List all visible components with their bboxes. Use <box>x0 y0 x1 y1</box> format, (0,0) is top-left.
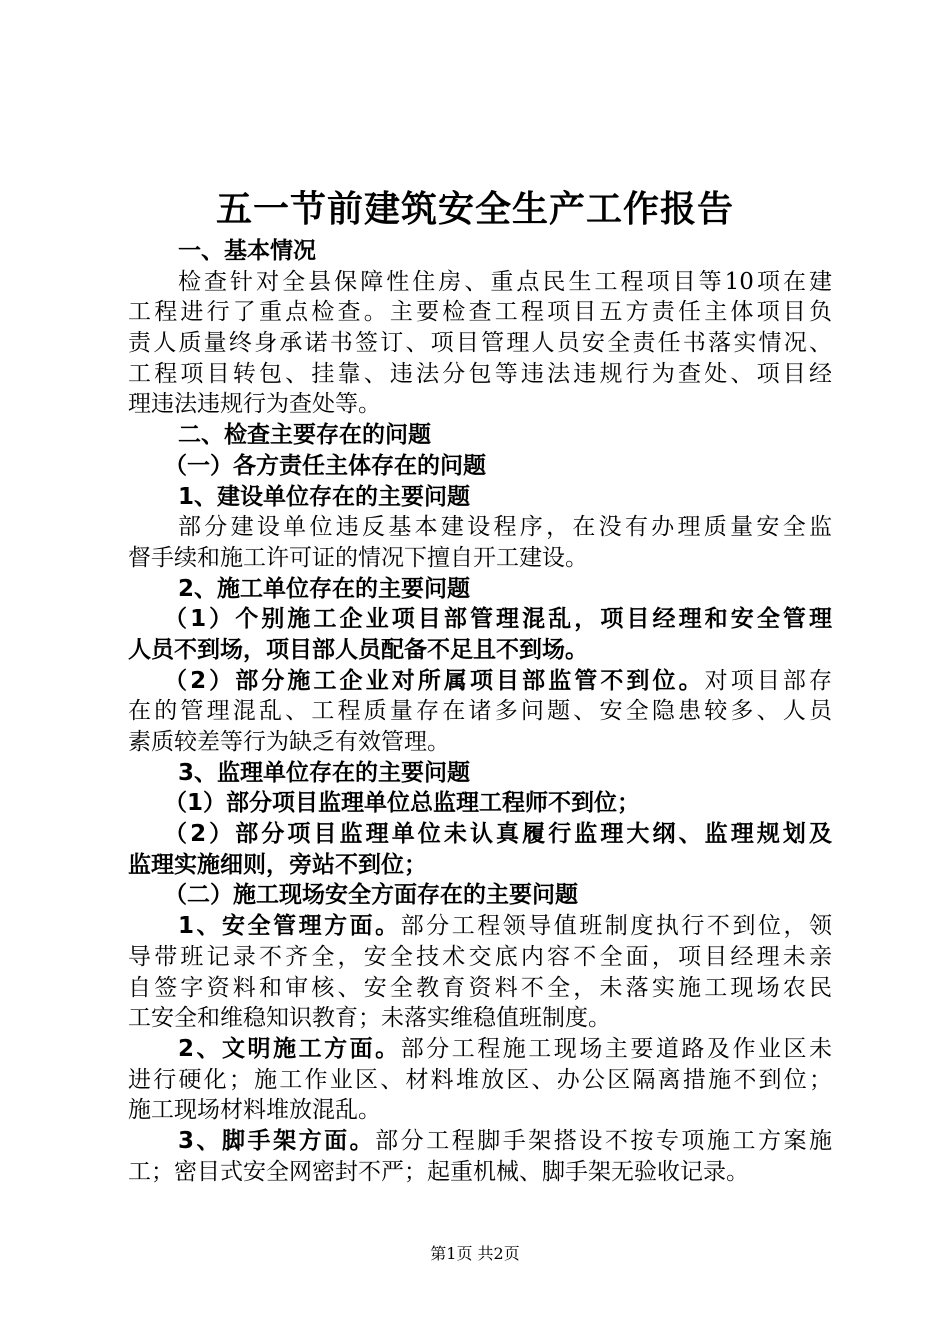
paragraph-line: 工程进行了重点检查。主要检查工程项目五方责任主体项目负 <box>128 299 832 326</box>
bold-paragraph-line: （1）部分项目监理单位总监理工程师不到位； <box>164 790 641 817</box>
item-heading: 3、监理单位存在的主要问题 <box>178 759 471 786</box>
paragraph-line: 工；密目式安全网密封不严；起重机械、脚手架无验收记录。 <box>128 1158 749 1185</box>
paragraph-line: 工程项目转包、挂靠、违法分包等违法违规行为查处、项目经 <box>128 360 832 387</box>
bold-paragraph-line: （2）部分项目监理单位未认真履行监理大纲、监理规划及 <box>164 821 832 848</box>
paragraph-line: 在的管理混乱、工程质量存在诸多问题、安全隐患较多、人员 <box>128 698 832 725</box>
item-heading: 1、建设单位存在的主要问题 <box>178 483 471 510</box>
paragraph-line: 施工现场材料堆放混乱。 <box>128 1097 381 1124</box>
paragraph-line: 督手续和施工许可证的情况下擅自开工建设。 <box>128 544 588 571</box>
page-footer: 第1页 共2页 <box>430 1244 520 1263</box>
paragraph-line <box>128 911 832 942</box>
bold-lead-text: 3、脚手架方面。 <box>178 1127 376 1154</box>
bold-lead-text: 1、安全管理方面。 <box>178 913 401 940</box>
paragraph-text: 对项目部存 <box>704 667 832 694</box>
paragraph-line <box>128 666 832 697</box>
subsection-heading: （二）施工现场安全方面存在的主要问题 <box>164 882 578 909</box>
paragraph-line: 自签字资料和审核、安全教育资料不全，未落实施工现场农民 <box>128 974 832 1001</box>
bold-lead-text: （2）部分施工企业对所属项目部监管不到位。 <box>164 667 705 694</box>
section-heading: 二、检查主要存在的问题 <box>178 422 431 449</box>
paragraph-line: 导带班记录不齐全，安全技术交底内容不全面，项目经理未亲 <box>128 943 832 970</box>
paragraph-line: 检查针对全县保障性住房、重点民生工程项目等10项在建 <box>178 268 832 295</box>
bold-lead-text: 2、文明施工方面。 <box>178 1035 401 1062</box>
section-heading: 一、基本情况 <box>178 238 316 264</box>
paragraph-text: 部分工程领导值班制度执行不到位，领 <box>400 913 832 940</box>
paragraph-line: 进行硬化；施工作业区、材料堆放区、办公区隔离措施不到位； <box>128 1066 832 1093</box>
bold-paragraph-line: 监理实施细则，旁站不到位； <box>128 851 427 878</box>
bold-paragraph-line: （1）个别施工企业项目部管理混乱，项目经理和安全管理 <box>164 606 832 633</box>
paragraph-line <box>128 1126 832 1157</box>
document-body <box>128 236 832 1187</box>
paragraph-line: 理违法违规行为查处等。 <box>128 391 381 418</box>
item-heading: 2、施工单位存在的主要问题 <box>178 575 471 602</box>
subsection-heading: （一）各方责任主体存在的问题 <box>164 452 486 479</box>
document-title: 五一节前建筑安全生产工作报告 <box>215 189 734 230</box>
paragraph-text: 部分工程脚手架搭设不按专项施工方案施 <box>375 1127 833 1154</box>
paragraph-line <box>128 1034 832 1065</box>
paragraph-line: 部分建设单位违反基本建设程序，在没有办理质量安全监 <box>178 514 832 541</box>
paragraph-text: 部分工程施工现场主要道路及作业区未 <box>400 1035 832 1062</box>
paragraph-line: 工安全和维稳知识教育；未落实维稳值班制度。 <box>128 1005 611 1032</box>
paragraph-line: 素质较差等行为缺乏有效管理。 <box>128 729 450 755</box>
paragraph-line: 责人质量终身承诺书签订、项目管理人员安全责任书落实情况、 <box>128 330 832 357</box>
bold-paragraph-line: 人员不到场，项目部人员配备不足且不到场。 <box>128 636 588 663</box>
